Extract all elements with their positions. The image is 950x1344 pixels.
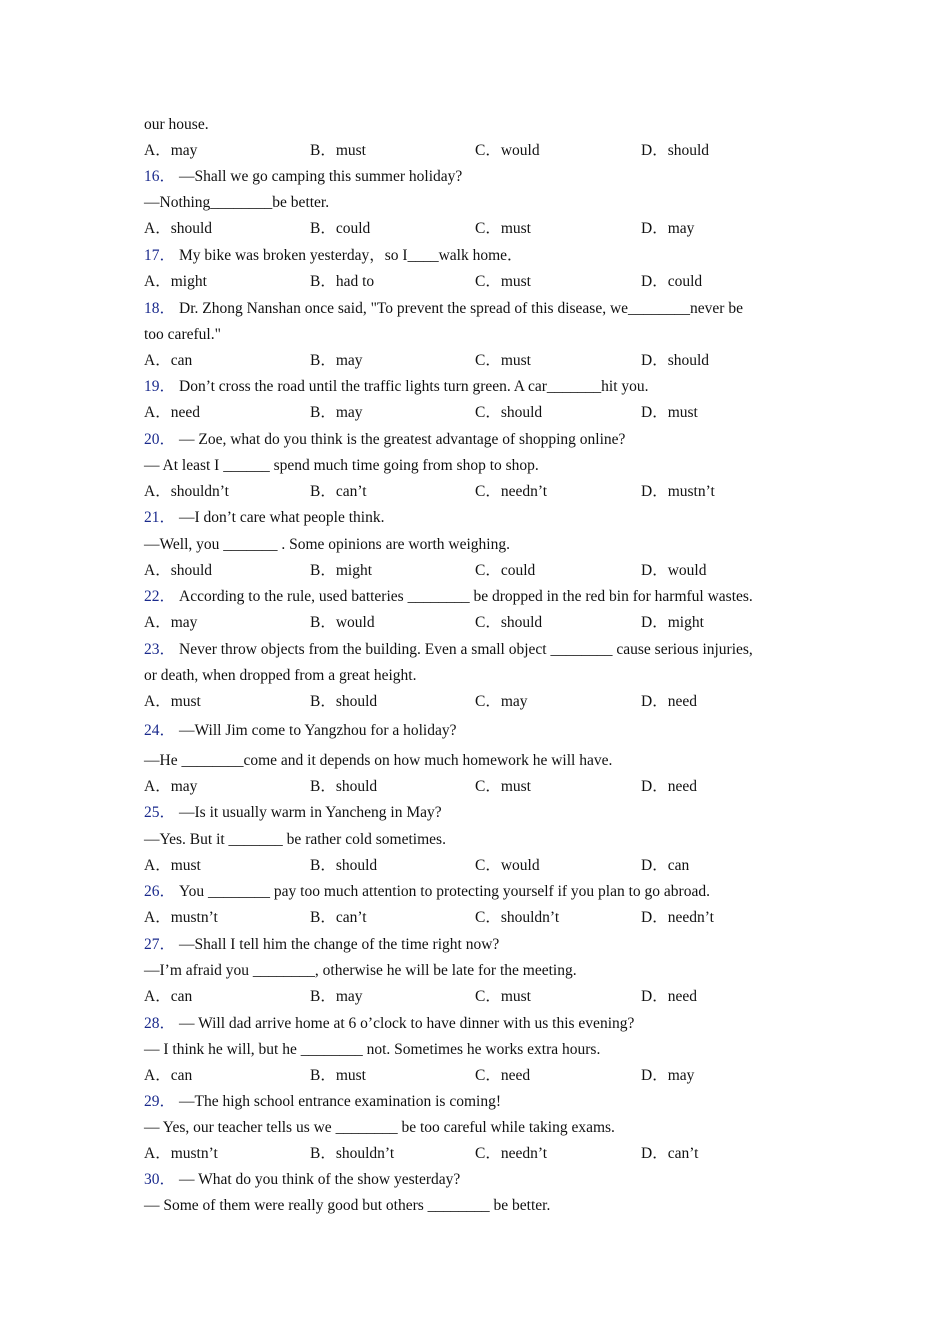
- question-text-line: our house.: [144, 116, 209, 133]
- option-b: B．would: [310, 614, 375, 631]
- question-text-line: [144, 961, 577, 981]
- question-number: 28．: [144, 1015, 176, 1032]
- question-text: My bike was broken yesterday，so I____walk home．: [179, 247, 523, 264]
- question-text: —Shall we go camping this summer holiday?: [179, 168, 463, 185]
- option-b: B．might: [310, 562, 373, 579]
- option-a: A．might: [144, 273, 207, 290]
- option-a: A．shouldn’t: [144, 483, 229, 500]
- question-stem: [144, 721, 457, 741]
- question-text: Dr. Zhong Nanshan once said, "To prevent the spread of this disease, we________never be: [179, 300, 743, 317]
- question-text: Don’t cross the road until the traffic lights turn green. A car_______hit you.: [179, 378, 649, 395]
- option-b: B．should: [310, 778, 378, 795]
- question-number: 24．: [144, 722, 176, 739]
- option-a: A．mustn’t: [144, 1145, 218, 1162]
- question-text: — What do you think of the show yesterday?: [179, 1171, 461, 1188]
- question-text: —Yes. But it _______ be rather cold sometimes.: [144, 831, 446, 848]
- question-text: or death, when dropped from a great height.: [144, 667, 417, 684]
- question-text: Never throw objects from the building. Even a small object ________ cause serious injuries,: [179, 641, 753, 658]
- option-c: C．should: [475, 404, 543, 421]
- option-a: A．mustn’t: [144, 909, 218, 926]
- option-d: D．mustn’t: [641, 483, 715, 500]
- option-d: D．might: [641, 614, 704, 631]
- question-stem: [144, 1092, 501, 1112]
- question-stem: [144, 430, 625, 450]
- question-number: 20．: [144, 431, 176, 448]
- question-number: 19．: [144, 378, 176, 395]
- option-d: D．need: [641, 778, 697, 795]
- option-c: C．shouldn’t: [475, 909, 560, 926]
- question-text: — Yes, our teacher tells us we ________ be too careful while taking exams.: [144, 1119, 615, 1136]
- option-b: B．may: [310, 352, 363, 369]
- option-d: D．should: [641, 352, 710, 369]
- option-d: D．can’t: [641, 1145, 699, 1162]
- question-number: 16．: [144, 168, 176, 185]
- option-d: D．may: [641, 220, 695, 237]
- question-text-line: [144, 1040, 600, 1060]
- question-number: 26．: [144, 883, 176, 900]
- question-text-line: [144, 666, 416, 686]
- question-stem: [144, 167, 462, 187]
- question-text-line: [144, 751, 612, 771]
- option-d: D．may: [641, 1067, 695, 1084]
- option-c: C．needn’t: [475, 1145, 548, 1162]
- question-text: —Shall I tell him the change of the time right now?: [179, 936, 500, 953]
- option-a: A．should: [144, 562, 213, 579]
- option-b: B．may: [310, 404, 363, 421]
- question-number: 21．: [144, 509, 176, 526]
- option-c: C．must: [475, 778, 531, 795]
- option-a: A．can: [144, 1067, 193, 1084]
- question-text: According to the rule, used batteries ________ be dropped in the red bin for harmful wastes.: [179, 588, 753, 605]
- question-stem: [144, 935, 499, 955]
- question-text-line: [144, 830, 446, 850]
- option-b: B．can’t: [310, 483, 367, 500]
- question-stem: [144, 246, 523, 266]
- option-a: A．may: [144, 614, 198, 631]
- question-number: 25．: [144, 804, 176, 821]
- question-text: —Is it usually warm in Yancheng in May?: [179, 804, 442, 821]
- option-b: B．should: [310, 857, 378, 874]
- option-c: C．would: [475, 857, 540, 874]
- question-text: — Zoe, what do you think is the greatest advantage of shopping online?: [179, 431, 626, 448]
- option-b: B．can’t: [310, 909, 367, 926]
- option-b: B．may: [310, 988, 363, 1005]
- question-stem: [144, 1014, 634, 1034]
- question-stem: [144, 803, 442, 823]
- question-stem: [144, 587, 753, 607]
- question-text: You ________ pay too much attention to protecting yourself if you plan to go abroad.: [179, 883, 710, 900]
- option-a: A．may: [144, 778, 198, 795]
- option-a: A．can: [144, 988, 193, 1005]
- question-text: — Some of them were really good but others ________ be better.: [144, 1197, 551, 1214]
- question-number: 22．: [144, 588, 176, 605]
- option-c: C．could: [475, 562, 536, 579]
- option-a: A．need: [144, 404, 200, 421]
- question-text-line: [144, 325, 221, 345]
- option-c: C．must: [475, 988, 531, 1005]
- option-d: D．would: [641, 562, 707, 579]
- option-d: D．need: [641, 693, 697, 710]
- option-c: C．must: [475, 352, 531, 369]
- question-text: —He ________come and it depends on how much homework he will have.: [144, 752, 613, 769]
- question-text: too careful.": [144, 326, 221, 343]
- option-a: A．may: [144, 142, 198, 159]
- option-c: C．must: [475, 273, 531, 290]
- option-a: A．must: [144, 693, 201, 710]
- option-b: B．shouldn’t: [310, 1145, 395, 1162]
- question-number: 17．: [144, 247, 176, 264]
- question-number: 30．: [144, 1171, 176, 1188]
- option-d: D．can: [641, 857, 690, 874]
- question-number: 23．: [144, 641, 176, 658]
- option-d: D．could: [641, 273, 703, 290]
- question-stem: [144, 1170, 460, 1190]
- question-number: 27．: [144, 936, 176, 953]
- question-text: —Well, you _______ . Some opinions are worth weighing.: [144, 536, 510, 553]
- option-c: C．needn’t: [475, 483, 548, 500]
- option-c: C．should: [475, 614, 543, 631]
- option-d: D．should: [641, 142, 710, 159]
- option-d: D．need: [641, 988, 697, 1005]
- question-text-line: [144, 193, 329, 213]
- option-c: C．may: [475, 693, 528, 710]
- option-a: A．can: [144, 352, 193, 369]
- option-d: D．needn’t: [641, 909, 714, 926]
- option-b: B．must: [310, 142, 366, 159]
- question-text: —The high school entrance examination is coming!: [179, 1093, 501, 1110]
- question-text-line: [144, 1118, 615, 1138]
- question-text-line: [144, 456, 539, 476]
- question-stem: [144, 640, 753, 660]
- question-text-line: [144, 1196, 550, 1216]
- question-text: — At least I ______ spend much time going from shop to shop.: [144, 457, 539, 474]
- question-stem: [144, 377, 649, 397]
- question-text: — Will dad arrive home at 6 o’clock to have dinner with us this evening?: [179, 1015, 635, 1032]
- option-c: C．must: [475, 220, 531, 237]
- question-text: —I’m afraid you ________, otherwise he will be late for the meeting.: [144, 962, 577, 979]
- question-text: —Nothing________be better.: [144, 194, 330, 211]
- question-text: —I don’t care what people think.: [179, 509, 385, 526]
- option-b: B．should: [310, 693, 378, 710]
- question-number: 29．: [144, 1093, 176, 1110]
- option-a: A．should: [144, 220, 213, 237]
- question-number: 18．: [144, 300, 176, 317]
- question-text: —Will Jim come to Yangzhou for a holiday?: [179, 722, 457, 739]
- question-stem: [144, 299, 743, 319]
- question-text-line: [144, 535, 510, 555]
- question-stem: [144, 882, 710, 902]
- question-stem: [144, 508, 384, 528]
- option-c: C．would: [475, 142, 540, 159]
- option-d: D．must: [641, 404, 698, 421]
- option-a: A．must: [144, 857, 201, 874]
- option-b: B．could: [310, 220, 371, 237]
- option-b: B．had to: [310, 273, 375, 290]
- option-c: C．need: [475, 1067, 531, 1084]
- question-text: — I think he will, but he ________ not. Sometimes he works extra hours.: [144, 1041, 601, 1058]
- option-b: B．must: [310, 1067, 366, 1084]
